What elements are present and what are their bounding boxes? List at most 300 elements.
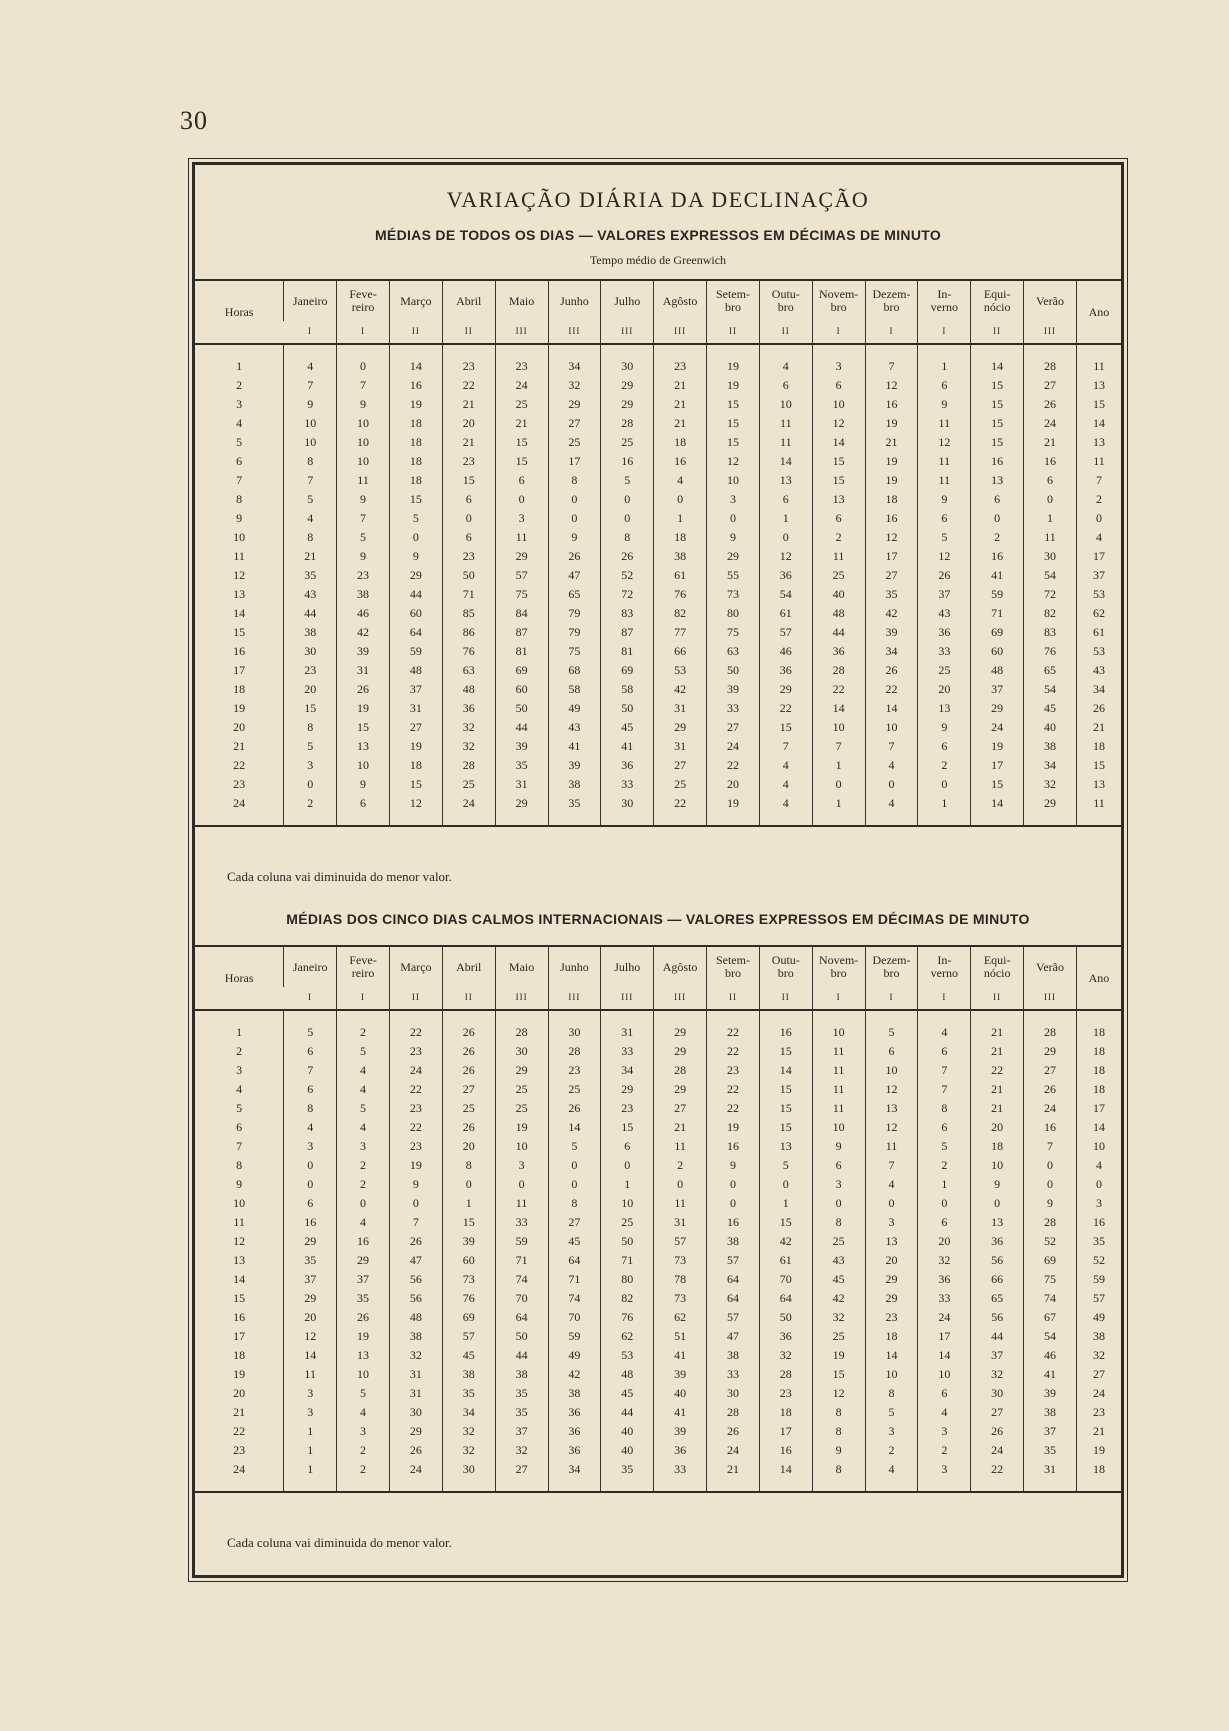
value-cell: 18 [389,433,442,452]
value-cell: 38 [548,775,601,794]
value-cell: 34 [601,1061,654,1080]
value-cell: 2 [865,1441,918,1460]
value-cell: 12 [865,1080,918,1099]
column-class-label: I [918,321,971,344]
value-cell: 23 [284,661,337,680]
value-cell: 17 [865,547,918,566]
value-cell: 19 [1076,1441,1121,1460]
value-cell: 4 [918,1403,971,1422]
value-cell: 6 [865,1042,918,1061]
value-cell: 0 [1024,1156,1077,1175]
value-cell: 37 [918,585,971,604]
value-cell: 39 [495,737,548,756]
value-cell: 53 [1076,585,1121,604]
value-cell: 10 [812,395,865,414]
value-cell: 7 [1076,471,1121,490]
value-cell: 29 [389,566,442,585]
value-cell: 0 [707,1175,760,1194]
hour-cell: 14 [233,606,246,620]
value-cell: 39 [337,642,390,661]
value-cell: 11 [654,1137,707,1156]
value-cell: 79 [548,604,601,623]
value-cell: 0 [284,1156,337,1175]
value-cell: 23 [442,547,495,566]
value-cell: 22 [971,1061,1024,1080]
value-cell: 19 [865,414,918,433]
value-cell: 7 [337,509,390,528]
value-cell: 18 [389,452,442,471]
value-cell: 3 [495,1156,548,1175]
value-cell: 2 [337,1175,390,1194]
value-cell: 5 [865,1403,918,1422]
value-cell: 40 [1024,718,1077,737]
value-cell: 23 [865,1308,918,1327]
value-cell: 30 [971,1384,1024,1403]
value-cell: 82 [601,1289,654,1308]
value-cell: 25 [654,775,707,794]
hour-cell: 11 [233,1215,245,1229]
column-header-label: In- [937,953,952,968]
value-cell: 13 [759,1137,812,1156]
column-header [1024,946,1077,987]
value-cell: 12 [865,1118,918,1137]
column-header [195,280,284,344]
value-cell: 2 [918,1441,971,1460]
value-cell: 9 [337,547,390,566]
hour-cell: 23 [233,1443,246,1457]
column-header-label: Dezem- [872,953,911,968]
value-cell: 2 [918,756,971,775]
value-cell: 17 [1076,547,1121,566]
value-cell: 76 [1024,642,1077,661]
value-cell: 1 [759,1194,812,1213]
value-cell: 35 [1024,1441,1077,1460]
hour-cell: 24 [233,796,246,810]
value-cell: 22 [442,376,495,395]
value-cell: 37 [1024,1422,1077,1441]
value-cell: 29 [1024,794,1077,813]
value-cell: 31 [389,1365,442,1384]
value-cell: 5 [284,490,337,509]
value-cell: 54 [1024,1327,1077,1346]
value-cell: 11 [1076,452,1121,471]
column-header-label-cont: nócio [983,300,1011,314]
value-cell: 61 [759,604,812,623]
value-cell: 10 [337,452,390,471]
value-cell: 16 [865,395,918,414]
value-cell: 15 [759,1099,812,1118]
value-cell: 11 [759,433,812,452]
value-cell: 29 [495,1061,548,1080]
value-cell: 41 [601,737,654,756]
table-row [195,756,1121,775]
value-cell: 18 [1076,1061,1121,1080]
column-header-label: Ano [1088,304,1110,319]
value-cell: 10 [284,414,337,433]
table-row [195,1175,1121,1194]
value-cell: 26 [1024,1080,1077,1099]
value-cell: 10 [759,395,812,414]
value-cell: 35 [865,585,918,604]
value-cell: 44 [971,1327,1024,1346]
value-cell: 6 [337,794,390,813]
value-cell: 15 [707,414,760,433]
value-cell: 35 [1076,1232,1121,1251]
value-cell: 74 [548,1289,601,1308]
value-cell: 6 [442,528,495,547]
value-cell: 48 [442,680,495,699]
value-cell: 62 [601,1327,654,1346]
table-row [195,1213,1121,1232]
value-cell: 70 [759,1270,812,1289]
page-title: VARIAÇÃO DIÁRIA DA DECLINAÇÃO [446,187,870,212]
value-cell: 41 [1024,1365,1077,1384]
value-cell: 57 [759,623,812,642]
value-cell: 22 [707,1099,760,1118]
value-cell: 59 [548,1327,601,1346]
column-class-label: II [707,321,760,344]
value-cell: 6 [918,1118,971,1137]
value-cell: 23 [442,452,495,471]
value-cell: 50 [495,1327,548,1346]
value-cell: 4 [337,1403,390,1422]
value-cell: 2 [971,528,1024,547]
value-cell: 15 [971,433,1024,452]
value-cell: 26 [865,661,918,680]
value-cell: 0 [759,528,812,547]
column-class-label: I [918,987,971,1010]
column-header-label: Equi- [983,287,1011,302]
value-cell: 25 [495,1099,548,1118]
value-cell: 74 [495,1270,548,1289]
value-cell: 43 [548,718,601,737]
value-cell: 9 [918,395,971,414]
hour-cell: 8 [236,1158,243,1172]
value-cell: 24 [442,794,495,813]
value-cell: 34 [1076,680,1121,699]
value-cell: 22 [865,680,918,699]
value-cell: 10 [812,1118,865,1137]
value-cell: 29 [337,1251,390,1270]
column-header [1076,946,1121,1010]
value-cell: 19 [389,1156,442,1175]
value-cell: 18 [865,1327,918,1346]
value-cell: 29 [284,1289,337,1308]
value-cell: 0 [495,490,548,509]
column-header-label: Abril [456,293,482,308]
value-cell: 10 [601,1194,654,1213]
value-cell: 24 [389,1460,442,1479]
value-cell: 56 [389,1270,442,1289]
column-header-label-cont: nócio [983,966,1011,980]
value-cell: 15 [389,490,442,509]
value-cell: 26 [971,1422,1024,1441]
value-cell: 55 [707,566,760,585]
table-row [195,1080,1121,1099]
hour-cell: 7 [236,1139,243,1153]
column-class-label: III [601,987,654,1010]
value-cell: 43 [918,604,971,623]
value-cell: 0 [442,1175,495,1194]
value-cell: 62 [1076,604,1121,623]
value-cell: 52 [1076,1251,1121,1270]
value-cell: 11 [759,414,812,433]
column-header-label: In- [937,287,952,302]
value-cell: 32 [442,1422,495,1441]
column-header [337,280,390,321]
value-cell: 48 [812,604,865,623]
value-cell: 26 [707,1422,760,1441]
value-cell: 24 [971,1441,1024,1460]
value-cell: 38 [495,1365,548,1384]
value-cell: 69 [495,661,548,680]
value-cell: 44 [601,1403,654,1422]
value-cell: 75 [707,623,760,642]
value-cell: 10 [865,1061,918,1080]
value-cell: 0 [812,775,865,794]
value-cell: 16 [1024,452,1077,471]
value-cell: 33 [918,642,971,661]
value-cell: 6 [1024,471,1077,490]
table-row [195,433,1121,452]
value-cell: 26 [337,1308,390,1327]
value-cell: 35 [495,1403,548,1422]
value-cell: 18 [654,528,707,547]
column-header-label: Maio [508,959,535,974]
value-cell: 15 [1076,756,1121,775]
column-header-label: Feve- [349,287,377,302]
value-cell: 27 [1076,1365,1121,1384]
value-cell: 6 [918,376,971,395]
value-cell: 6 [759,490,812,509]
value-cell: 0 [918,1194,971,1213]
value-cell: 11 [865,1137,918,1156]
value-cell: 8 [284,718,337,737]
value-cell: 10 [337,433,390,452]
hour-cell: 22 [233,758,246,772]
value-cell: 36 [759,1327,812,1346]
table-row [195,471,1121,490]
value-cell: 15 [442,471,495,490]
value-cell: 28 [1024,357,1077,376]
column-header-label: Abril [456,959,482,974]
value-cell: 28 [495,1023,548,1042]
value-cell: 67 [1024,1308,1077,1327]
value-cell: 5 [337,1042,390,1061]
value-cell: 2 [812,528,865,547]
value-cell: 3 [284,756,337,775]
value-cell: 16 [284,1213,337,1232]
table-row [195,1099,1121,1118]
value-cell: 20 [918,1232,971,1251]
value-cell: 36 [548,1422,601,1441]
column-class-label: III [601,321,654,344]
value-cell: 61 [654,566,707,585]
value-cell: 37 [1076,566,1121,585]
value-cell: 11 [812,1061,865,1080]
value-cell: 64 [389,623,442,642]
value-cell: 84 [495,604,548,623]
value-cell: 50 [495,699,548,718]
value-cell: 7 [284,471,337,490]
value-cell: 70 [548,1308,601,1327]
column-class-label: I [337,987,390,1010]
value-cell: 9 [337,490,390,509]
column-header [654,946,707,987]
column-header [707,280,760,321]
value-cell: 31 [389,1384,442,1403]
value-cell: 13 [337,1346,390,1365]
value-cell: 39 [654,1365,707,1384]
value-cell: 7 [284,376,337,395]
value-cell: 61 [759,1251,812,1270]
value-cell: 18 [759,1403,812,1422]
value-cell: 20 [918,680,971,699]
hour-cell: 24 [233,1462,246,1476]
value-cell: 16 [707,1137,760,1156]
table-row [195,699,1121,718]
value-cell: 31 [654,699,707,718]
value-cell: 8 [865,1384,918,1403]
value-cell: 36 [601,756,654,775]
value-cell: 0 [1076,509,1121,528]
value-cell: 70 [495,1289,548,1308]
value-cell: 44 [495,718,548,737]
value-cell: 27 [389,718,442,737]
value-cell: 26 [337,680,390,699]
value-cell: 48 [971,661,1024,680]
value-cell: 36 [654,1441,707,1460]
column-header-label: Março [400,959,432,974]
value-cell: 11 [812,547,865,566]
value-cell: 65 [1024,661,1077,680]
table-row [195,1289,1121,1308]
value-cell: 17 [548,452,601,471]
hour-cell: 9 [236,511,243,525]
hour-cell: 11 [233,549,245,563]
value-cell: 23 [389,1042,442,1061]
value-cell: 74 [1024,1289,1077,1308]
value-cell: 59 [495,1232,548,1251]
value-cell: 15 [971,775,1024,794]
value-cell: 11 [1024,528,1077,547]
value-cell: 53 [601,1346,654,1365]
value-cell: 85 [442,604,495,623]
value-cell: 15 [812,471,865,490]
value-cell: 0 [548,1175,601,1194]
hour-cell: 7 [236,473,243,487]
value-cell: 38 [707,1346,760,1365]
value-cell: 31 [1024,1460,1077,1479]
value-cell: 36 [442,699,495,718]
value-cell: 9 [918,490,971,509]
value-cell: 75 [548,642,601,661]
value-cell: 16 [759,1441,812,1460]
hour-cell: 22 [233,1424,246,1438]
column-class-label: II [389,987,442,1010]
value-cell: 5 [337,1384,390,1403]
table-row [195,376,1121,395]
value-cell: 22 [707,1080,760,1099]
value-cell: 63 [442,661,495,680]
value-cell: 23 [654,357,707,376]
column-class-label: II [759,987,812,1010]
value-cell: 21 [654,414,707,433]
column-class-label: III [495,321,548,344]
value-cell: 5 [865,1023,918,1042]
value-cell: 76 [442,1289,495,1308]
value-cell: 42 [337,623,390,642]
column-header [1076,280,1121,344]
value-cell: 18 [1076,1023,1121,1042]
value-cell: 42 [548,1365,601,1384]
value-cell: 26 [601,547,654,566]
value-cell: 0 [654,490,707,509]
value-cell: 23 [601,1099,654,1118]
value-cell: 1 [1024,509,1077,528]
value-cell: 53 [654,661,707,680]
value-cell: 38 [1024,1403,1077,1422]
value-cell: 11 [918,452,971,471]
column-header-label-cont: bro [830,966,847,980]
value-cell: 6 [442,490,495,509]
value-cell: 9 [337,775,390,794]
column-class-label: III [1024,987,1077,1010]
value-cell: 58 [601,680,654,699]
value-cell: 54 [1024,566,1077,585]
value-cell: 32 [548,376,601,395]
value-cell: 28 [442,756,495,775]
value-cell: 29 [759,680,812,699]
value-cell: 56 [971,1308,1024,1327]
column-class-label: I [812,987,865,1010]
value-cell: 5 [601,471,654,490]
value-cell: 68 [548,661,601,680]
value-cell: 36 [918,1270,971,1289]
value-cell: 16 [971,452,1024,471]
table-row [195,1422,1121,1441]
value-cell: 7 [1024,1137,1077,1156]
value-cell: 27 [442,1080,495,1099]
value-cell: 5 [918,528,971,547]
value-cell: 1 [918,794,971,813]
value-cell: 0 [284,775,337,794]
value-cell: 15 [759,1118,812,1137]
value-cell: 0 [601,1156,654,1175]
value-cell: 44 [495,1346,548,1365]
value-cell: 1 [812,756,865,775]
value-cell: 34 [865,642,918,661]
value-cell: 28 [1024,1213,1077,1232]
value-cell: 9 [284,395,337,414]
value-cell: 30 [284,642,337,661]
value-cell: 3 [918,1460,971,1479]
column-header-label: Verão [1036,293,1064,308]
value-cell: 1 [284,1441,337,1460]
value-cell: 13 [865,1099,918,1118]
value-cell: 64 [548,1251,601,1270]
value-cell: 71 [601,1251,654,1270]
column-header [284,946,337,987]
value-cell: 21 [971,1080,1024,1099]
column-header [284,280,337,321]
hour-cell: 6 [236,1120,243,1134]
value-cell: 11 [1076,357,1121,376]
value-cell: 21 [654,376,707,395]
column-class-label: II [442,987,495,1010]
table-row [195,1042,1121,1061]
column-header [759,280,812,321]
